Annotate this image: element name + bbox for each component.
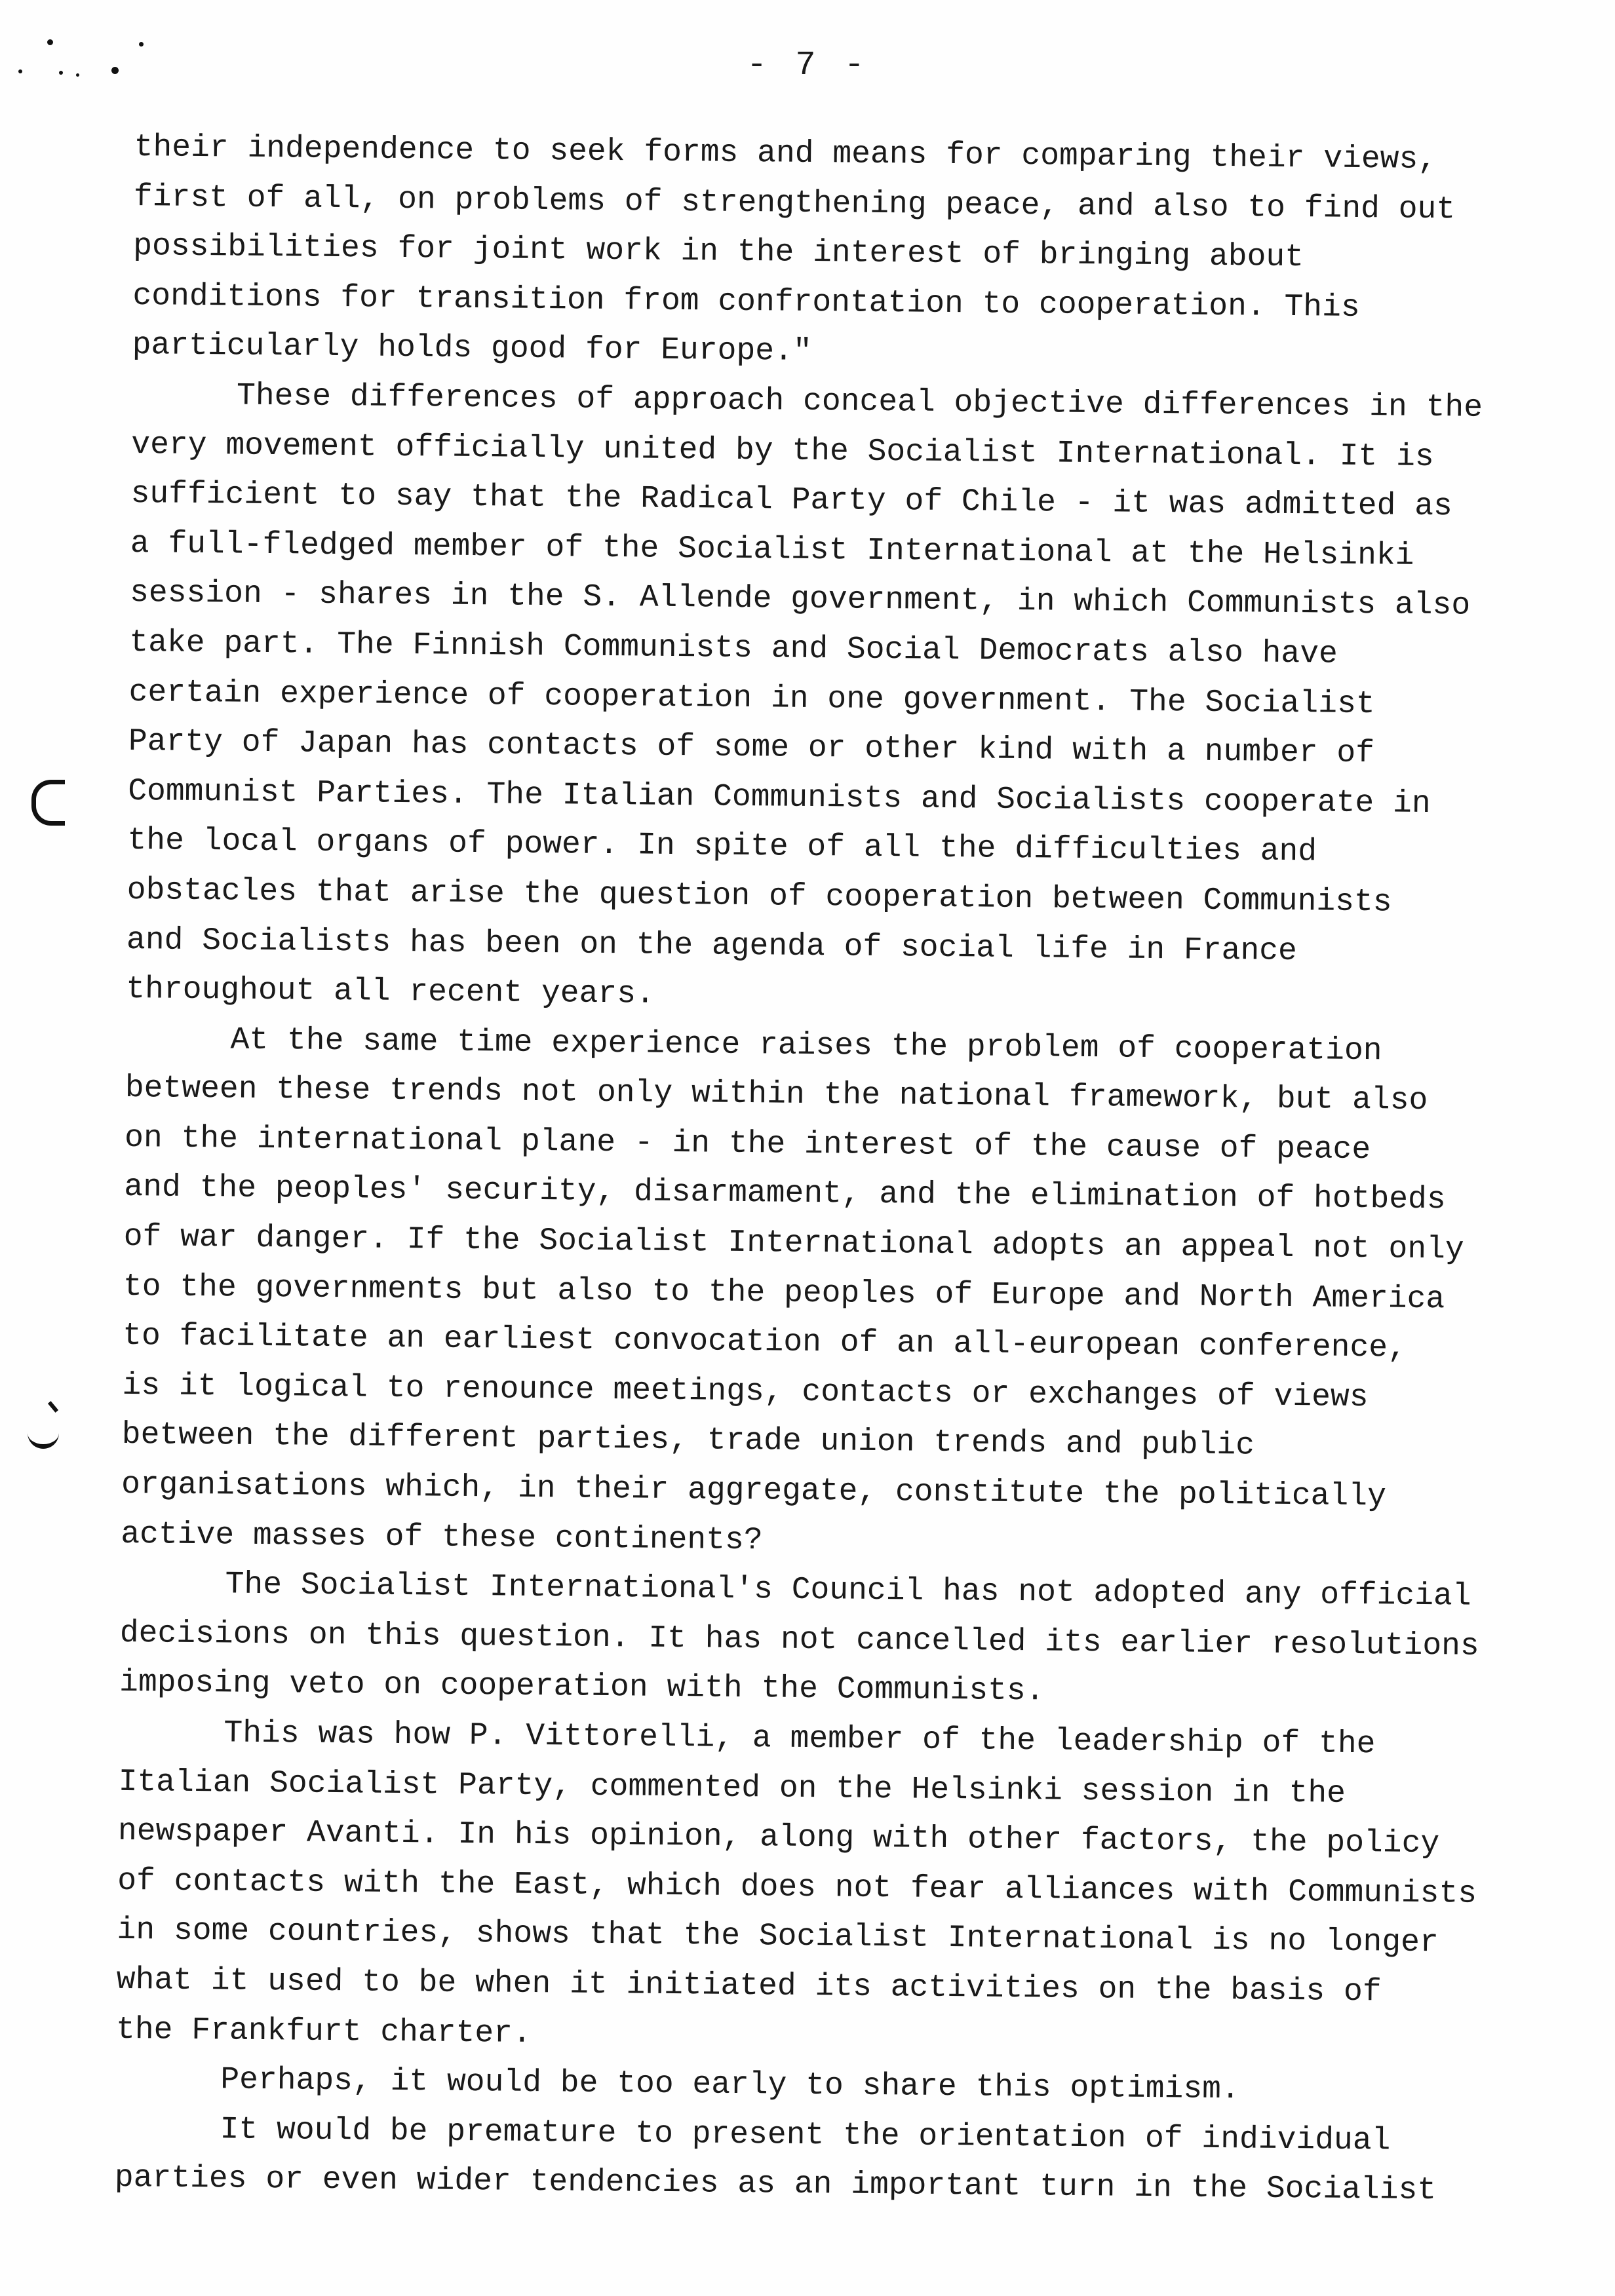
text-line: sufficient to say that the Radical Party of Chile - it was admitted as xyxy=(130,476,1453,525)
text-line: the local organs of power. In spite of all the difficulties and xyxy=(127,823,1317,870)
text-line: These differences of approach conceal objective differences in the xyxy=(236,378,1483,426)
text-line: obstacles that arise the question of cooperation between Communists xyxy=(126,872,1392,921)
text-line: of war danger. If the Socialist International adopts an appeal not only xyxy=(123,1219,1464,1268)
text-line: Perhaps, it would be too early to share this optimism. xyxy=(220,2062,1240,2108)
text-line: At the same time experience raises the problem of cooperation xyxy=(230,1022,1382,1069)
text-line: their independence to seek forms and means for comparing their views, xyxy=(134,129,1437,178)
text-line: is it logical to renounce meetings, contacts or exchanges of views xyxy=(122,1368,1369,1416)
text-line: Communist Parties. The Italian Communists and Socialists cooperate in xyxy=(127,773,1431,822)
text-line: newspaper Avanti. In his opinion, along with other factors, the policy xyxy=(117,1814,1440,1862)
text-line: session - shares in the S. Allende government, in which Communists also xyxy=(129,575,1471,624)
text-line: This was how P. Vittorelli, a member of the leadership of the xyxy=(224,1715,1376,1763)
text-line: very movement officially united by the Socialist International. It is xyxy=(131,427,1434,475)
body-text xyxy=(115,123,1570,2217)
text-line: and Socialists has been on the agenda of social life in France xyxy=(126,922,1298,969)
text-line: what it used to be when it initiated its activities on the basis of xyxy=(116,1962,1382,2010)
text-line: parties or even wider tendencies as an important turn in the Socialist xyxy=(114,2160,1437,2209)
text-line: to facilitate an earliest convocation of an all-european conference, xyxy=(122,1318,1407,1366)
text-line: the Frankfurt charter. xyxy=(115,2012,532,2052)
text-line: between these trends not only within the national framework, but also xyxy=(125,1071,1428,1119)
page-number: - 7 - xyxy=(746,46,869,85)
text-line: decisions on this question. It has not cancelled its earlier resolutions xyxy=(119,1615,1479,1664)
text-line: It would be premature to present the orientation of individual xyxy=(220,2112,1391,2159)
binder-hole-mark xyxy=(31,780,65,826)
text-line: particularly holds good for Europe." xyxy=(132,328,812,370)
text-line: certain experience of cooperation in one government. The Socialist xyxy=(128,674,1375,722)
text-line: Italian Socialist Party, commented on the Helsinki session in the xyxy=(118,1764,1346,1812)
text-line: take part. The Finnish Communists and Social Democrats also have xyxy=(129,624,1338,672)
text-line: imposing veto on cooperation with the Communists. xyxy=(119,1665,1045,1710)
text-line: a full-fledged member of the Socialist International at the Helsinki xyxy=(130,526,1414,574)
text-line: conditions for transition from confrontation to cooperation. This xyxy=(132,278,1360,326)
text-line: and the peoples' security, disarmament, and the elimination of hotbeds xyxy=(124,1170,1446,1218)
text-line: possibilities for joint work in the interest of bringing about xyxy=(132,229,1304,276)
text-line: The Socialist International's Council has not adopted any official xyxy=(225,1567,1471,1615)
binder-hole-mark xyxy=(28,1428,59,1449)
text-line: first of all, on problems of strengthening peace, and also to find out xyxy=(133,179,1456,227)
text-line: of contacts with the East, which does not fear alliances with Communists xyxy=(117,1863,1477,1912)
text-line: throughout all recent years. xyxy=(126,972,655,1012)
text-line: between the different parties, trade union trends and public xyxy=(121,1417,1255,1464)
text-line: Party of Japan has contacts of some or other kind with a number of xyxy=(128,724,1375,772)
text-line: organisations which, in their aggregate, constitute the politically xyxy=(121,1466,1387,1515)
text-line: in some countries, shows that the Socialist International is no longer xyxy=(117,1913,1439,1961)
text-line: active masses of these continents? xyxy=(121,1516,763,1558)
text-line: to the governments but also to the peoples of Europe and North America xyxy=(123,1269,1445,1317)
text-line: on the international plane - in the interest of the cause of peace xyxy=(124,1120,1371,1168)
binder-hole-tick xyxy=(48,1401,58,1413)
